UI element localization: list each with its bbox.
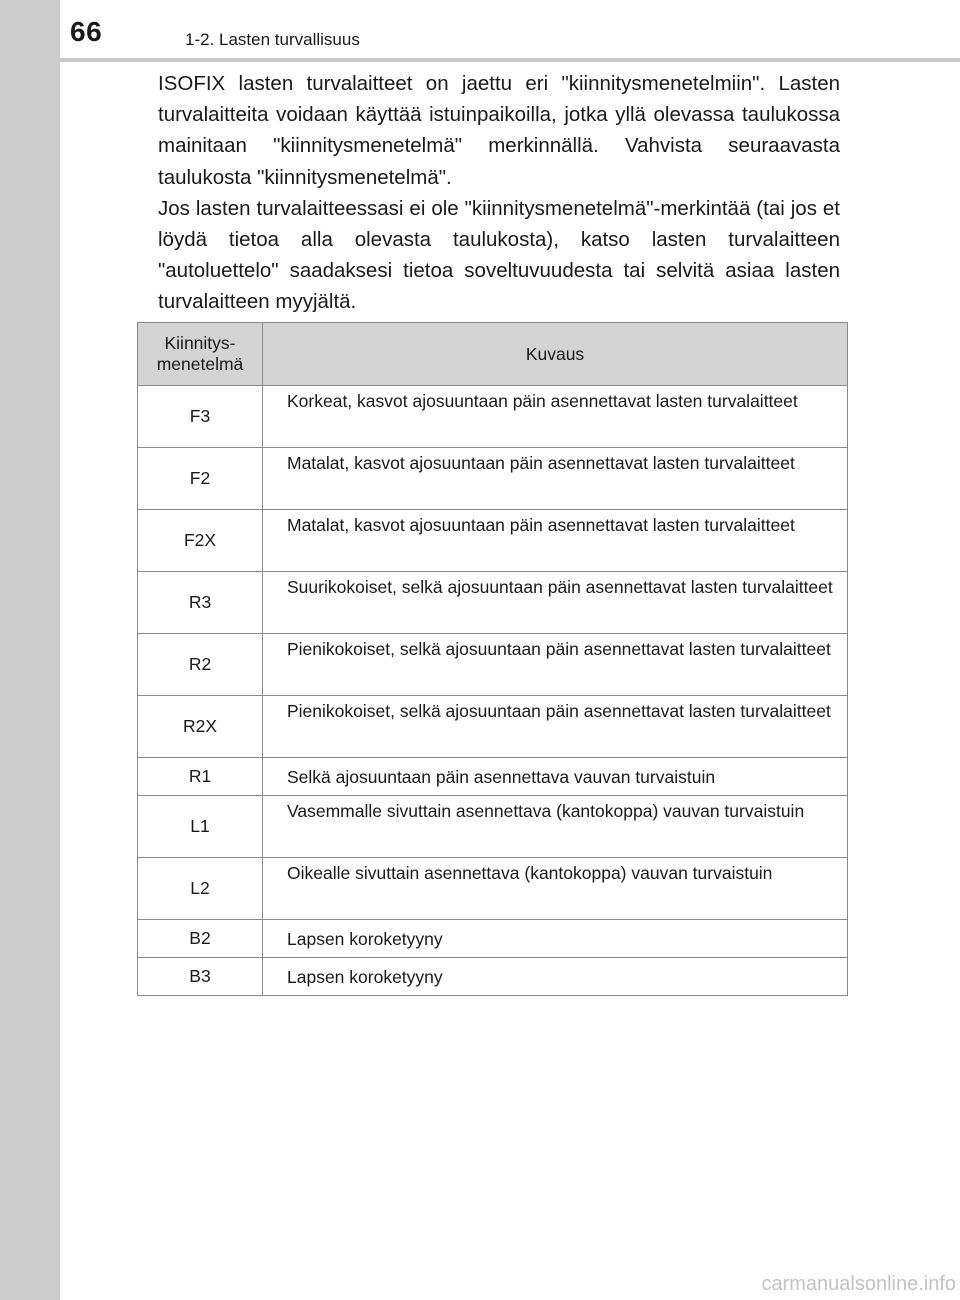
fixing-description: Pienikokoiset, selkä ajosuuntaan päin asennettavat lasten turvalaitteet [263,634,848,696]
header-label: Kuvaus [525,343,585,364]
fixing-code: R2 [138,634,263,696]
fixing-code: R1 [138,758,263,796]
header-divider [60,58,960,62]
watermark: carmanualsonline.info [761,1273,956,1295]
fixing-description: Pienikokoiset, selkä ajosuuntaan päin asennettavat lasten turvalaitteet [263,696,848,758]
fixing-code: B2 [138,920,263,958]
table-row [138,572,848,634]
table-row [138,958,848,996]
table-row [138,510,848,572]
fixing-code: R2X [138,696,263,758]
section-title: 1-2. Lasten turvallisuus [185,30,360,49]
fixing-description: Korkeat, kasvot ajosuuntaan päin asennettavat lasten turvalaitteet [263,386,848,448]
table-row [138,634,848,696]
table-row [138,448,848,510]
fixing-code: F3 [138,386,263,448]
intro-paragraph: Jos lasten turvalaitteessasi ei ole "kiinnitysmenetelmä"-merkintää (tai jos et löydä tietoa alla olevasta taulukosta), katso lasten turvalaitteen "autoluettelo" saadaksesi tietoa soveltuvuudesta tai selvitä asiaa lasten turvalaitteen myyjältä. [158,196,840,314]
header-label: Kiinnitys- menetelmä [156,333,244,374]
fixing-description: Lapsen koroketyyny [263,920,848,958]
fixing-description: Matalat, kasvot ajosuuntaan päin asennettavat lasten turvalaitteet [263,510,848,572]
page-sidebar [0,0,60,1300]
table-row [138,386,848,448]
fixing-description: Selkä ajosuuntaan päin asennettava vauvan turvaistuin [263,758,848,796]
table-row [138,920,848,958]
page-number: 66 [70,16,103,47]
fixing-description: Suurikokoiset, selkä ajosuuntaan päin asennettavat lasten turvalaitteet [263,572,848,634]
fixing-code: L2 [138,858,263,920]
table-header-row [138,323,848,386]
fixing-description: Oikealle sivuttain asennettava (kantokoppa) vauvan turvaistuin [263,858,848,920]
fixing-code: F2 [138,448,263,510]
fixing-code: R3 [138,572,263,634]
fixing-code: L1 [138,796,263,858]
table-row [138,758,848,796]
table-row [138,696,848,758]
fixing-description: Vasemmalle sivuttain asennettava (kantokoppa) vauvan turvaistuin [263,796,848,858]
header-description [263,323,848,386]
header-fixing-method [138,323,263,386]
fixing-code: F2X [138,510,263,572]
table-row [138,796,848,858]
fixing-description: Lapsen koroketyyny [263,958,848,996]
fixing-description: Matalat, kasvot ajosuuntaan päin asennettavat lasten turvalaitteet [263,448,848,510]
intro-text [158,68,840,318]
fixing-code: B3 [138,958,263,996]
fixing-method-table [137,322,848,996]
table-row [138,858,848,920]
intro-paragraph: ISOFIX lasten turvalaitteet on jaettu eri "kiinnitysmenetelmiin". Lasten turvalaitteita voidaan käyttää istuinpaikoilla, jotka yllä olevassa taulukossa mainitaan "kiinnitysmenetelmä" merkinnällä. Vahvista seuraavasta taulukosta "kiinnitysmenetelmä". [158,72,840,189]
